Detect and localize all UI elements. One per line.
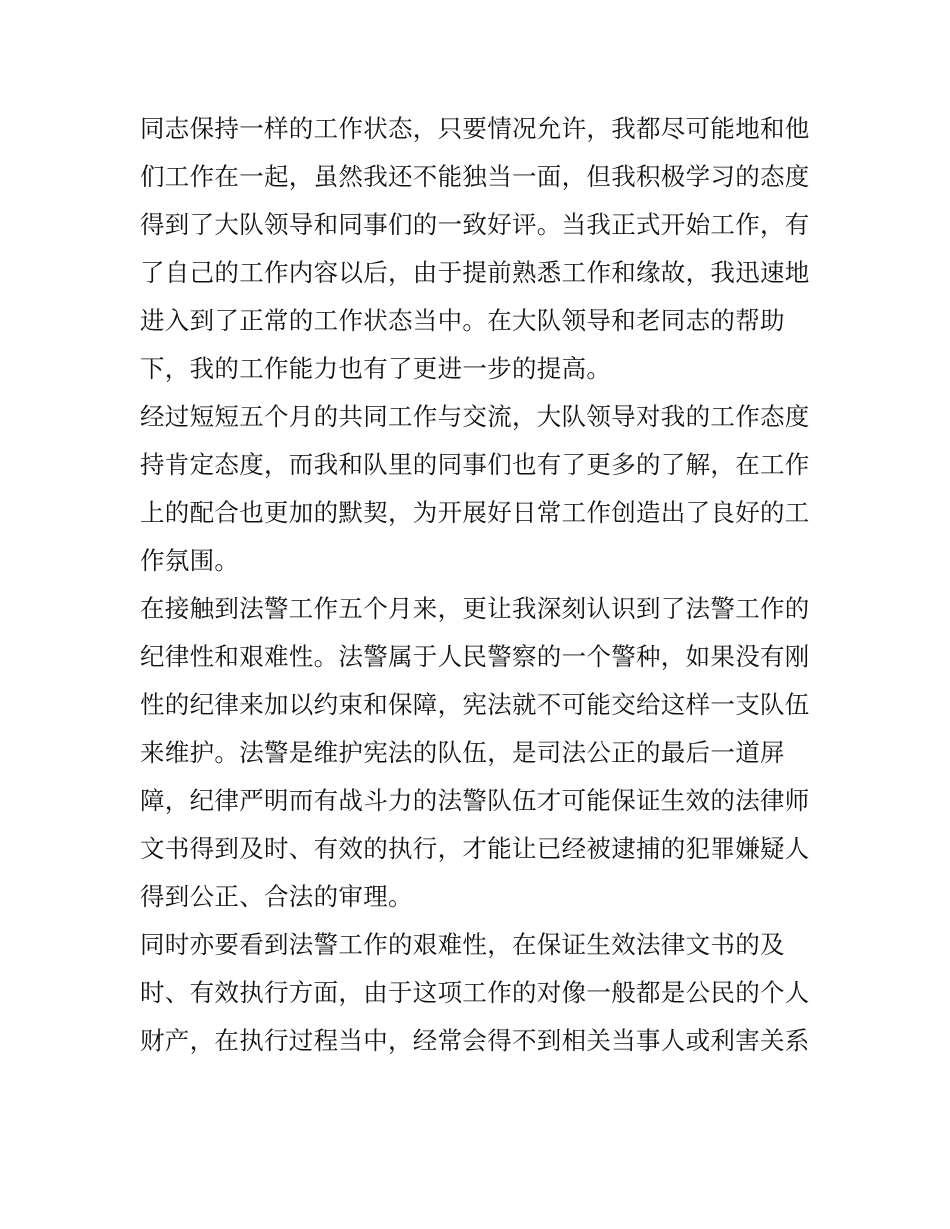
text-line: 财产，在执行过程当中，经常会得不到相关当事人或利害关系	[140, 1026, 810, 1055]
text-line: 来维护。法警是维护宪法的队伍，是司法公正的最后一道屏	[140, 738, 785, 767]
text-line: 文书得到及时、有效的执行，才能让已经被逮捕的犯罪嫌疑人	[140, 834, 810, 863]
text-line: 时、有效执行方面，由于这项工作的对像一般都是公民的个人	[140, 978, 810, 1007]
text-line: 得到了大队领导和同事们的一致好评。当我正式开始工作，有	[140, 210, 810, 239]
text-line: 上的配合也更加的默契，为开展好日常工作创造出了良好的工	[140, 498, 810, 527]
text-line: 经过短短五个月的共同工作与交流，大队领导对我的工作态度	[140, 402, 810, 431]
text-line: 性的纪律来加以约束和保障，宪法就不可能交给这样一支队伍	[140, 690, 810, 719]
text-line: 了自己的工作内容以后，由于提前熟悉工作和缘故，我迅速地	[140, 258, 810, 287]
text-line: 纪律性和艰难性。法警属于人民警察的一个警种，如果没有刚	[140, 642, 810, 671]
document-body	[140, 105, 820, 1065]
text-line: 在接触到法警工作五个月来，更让我深刻认识到了法警工作的	[140, 594, 810, 623]
text-line: 们工作在一起，虽然我还不能独当一面，但我积极学习的态度	[140, 162, 810, 191]
text-line: 持肯定态度，而我和队里的同事们也有了更多的了解，在工作	[140, 450, 810, 479]
text-line: 进入到了正常的工作状态当中。在大队领导和老同志的帮助	[140, 306, 785, 335]
text-line: 下，我的工作能力也有了更进一步的提高。	[140, 354, 612, 383]
text-line: 作氛围。	[140, 546, 240, 575]
text-line: 同时亦要看到法警工作的艰难性，在保证生效法律文书的及	[140, 930, 785, 959]
text-line: 得到公正、合法的审理。	[140, 882, 413, 911]
text-line: 障，纪律严明而有战斗力的法警队伍才可能保证生效的法律师	[140, 786, 810, 815]
text-line: 同志保持一样的工作状态，只要情况允许，我都尽可能地和他	[140, 114, 810, 143]
